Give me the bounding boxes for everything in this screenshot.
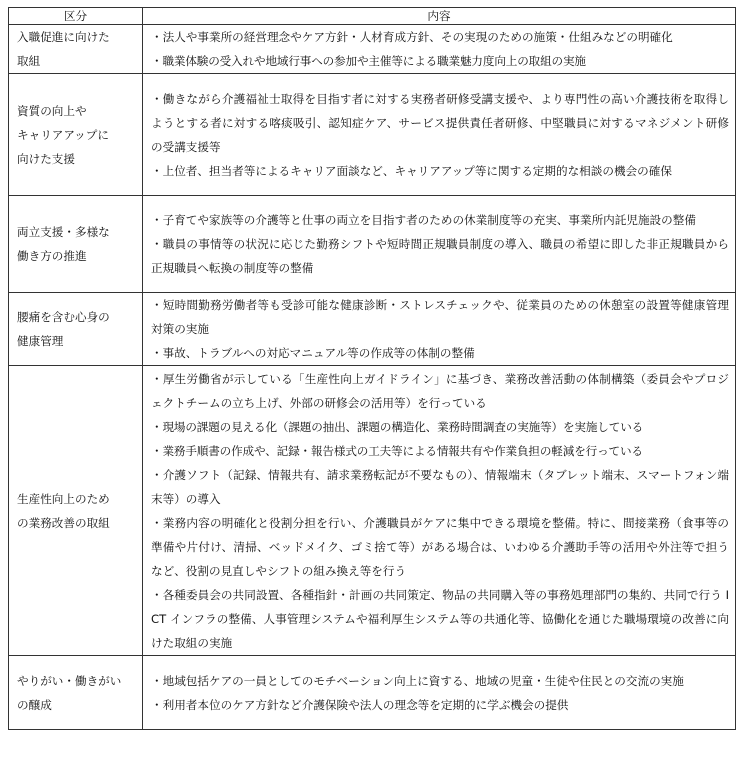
content-item: ・働きながら介護福祉士取得を目指す者に対する実務者研修受講支援や、より専門性の高い介護技術を取得しようとする者に対する喀痰吸引、認知症ケア、サービス提供責任者研修、中堅職員に対するマネジメント研修の受講支援等 (151, 91, 729, 154)
category-cell (9, 74, 143, 196)
content-item: ・利用者本位のケア方針など介護保険や法人の理念等を定期的に学ぶ機会の提供 (151, 697, 569, 712)
header-content: 内容 (143, 8, 736, 25)
content-cell (143, 656, 736, 730)
content-item: ・業務内容の明確化と役割分担を行い、介護職員がケアに集中できる環境を整備。特に、間接業務（食事等の準備や片付け、清掃、ベッドメイク、ゴミ捨て等）がある場合は、いわゆる介護助手等の活用や外注等で担うなど、役割の見直しやシフトの組み換え等を行う (151, 515, 729, 578)
category-line: キャリアアップに (17, 127, 109, 142)
content-item: ・子育てや家族等の介護等と仕事の両立を目指す者のための休業制度等の充実、事業所内託児施設の整備 (151, 213, 696, 227)
table-row (9, 656, 736, 730)
content-cell (143, 293, 736, 366)
table-row (9, 25, 736, 74)
category-line: 働き方の推進 (17, 249, 87, 263)
category-line: 健康管理 (17, 334, 64, 348)
content-item: ・事故、トラブルへの対応マニュアル等の作成等の体制の整備 (151, 346, 475, 360)
content-item: ・職業体験の受入れや地域行事への参加や主催等による職業魅力度向上の取組の実施 (151, 54, 586, 68)
category-line: 向けた支援 (17, 151, 75, 166)
category-cell (9, 196, 143, 293)
content-cell (143, 74, 736, 196)
table-row (9, 366, 736, 656)
content-cell (143, 366, 736, 656)
table-row (9, 196, 736, 293)
category-cell (9, 366, 143, 656)
content-item: ・厚生労働省が示している「生産性向上ガイドライン」に基づき、業務改善活動の体制構築（委員会やプロジェクトチームの立ち上げ、外部の研修会の活用等）を行っている (151, 371, 729, 410)
measures-table (8, 7, 736, 730)
category-line: やりがい・働きがい (17, 673, 122, 688)
content-item: ・職員の事情等の状況に応じた勤務シフトや短時間正規職員制度の導入、職員の希望に即した非正規職員から正規職員へ転換の制度等の整備 (151, 237, 729, 275)
content-item: ・地域包括ケアの一員としてのモチベーション向上に資する、地域の児童・生徒や住民との交流の実施 (151, 673, 684, 688)
table-row (9, 74, 736, 196)
header-category: 区分 (9, 8, 143, 25)
table-row (9, 293, 736, 366)
category-line: の醸成 (17, 697, 52, 712)
category-line: 取組 (17, 54, 41, 68)
category-line: 入職促進に向けた (17, 30, 110, 44)
category-line: 資質の向上や (17, 103, 87, 118)
category-cell (9, 656, 143, 730)
category-line: 生産性向上のため (17, 491, 110, 506)
category-cell (9, 25, 143, 74)
content-item: ・業務手順書の作成や、記録・報告様式の工夫等による情報共有や作業負担の軽減を行っている (151, 443, 643, 458)
category-line: 腰痛を含む心身の (17, 310, 110, 324)
category-line: の業務改善の取組 (17, 515, 110, 530)
table-header-row (9, 8, 736, 25)
content-item: ・現場の課題の見える化（課題の抽出、課題の構造化、業務時間調査の実施等）を実施している (151, 419, 644, 434)
content-cell (143, 25, 736, 74)
category-line: 両立支援・多様な (17, 225, 110, 239)
content-item: ・短時間勤務労働者等も受診可能な健康診断・ストレスチェックや、従業員のための休憩室の設置等健康管理対策の実施 (151, 298, 729, 336)
content-item: ・上位者、担当者等によるキャリア面談など、キャリアアップ等に関する定期的な相談の機会の確保 (151, 163, 672, 178)
content-item: ・法人や事業所の経営理念やケア方針・人材育成方針、その実現のための施策・仕組みなどの明確化 (151, 30, 673, 44)
content-item: ・介護ソフト（記録、情報共有、請求業務転記が不要なもの）、情報端末（タブレット端末、スマートフォン端末等）の導入 (151, 467, 729, 506)
content-cell (143, 196, 736, 293)
content-item: ・各種委員会の共同設置、各種指針・計画の共同策定、物品の共同購入等の事務処理部門の集約、共同で行う ICT インフラの整備、人事管理システムや福利厚生システム等の共通化等、協働化を通じた職場環境の改善に向けた取組の実施 (151, 587, 729, 650)
category-cell (9, 293, 143, 366)
